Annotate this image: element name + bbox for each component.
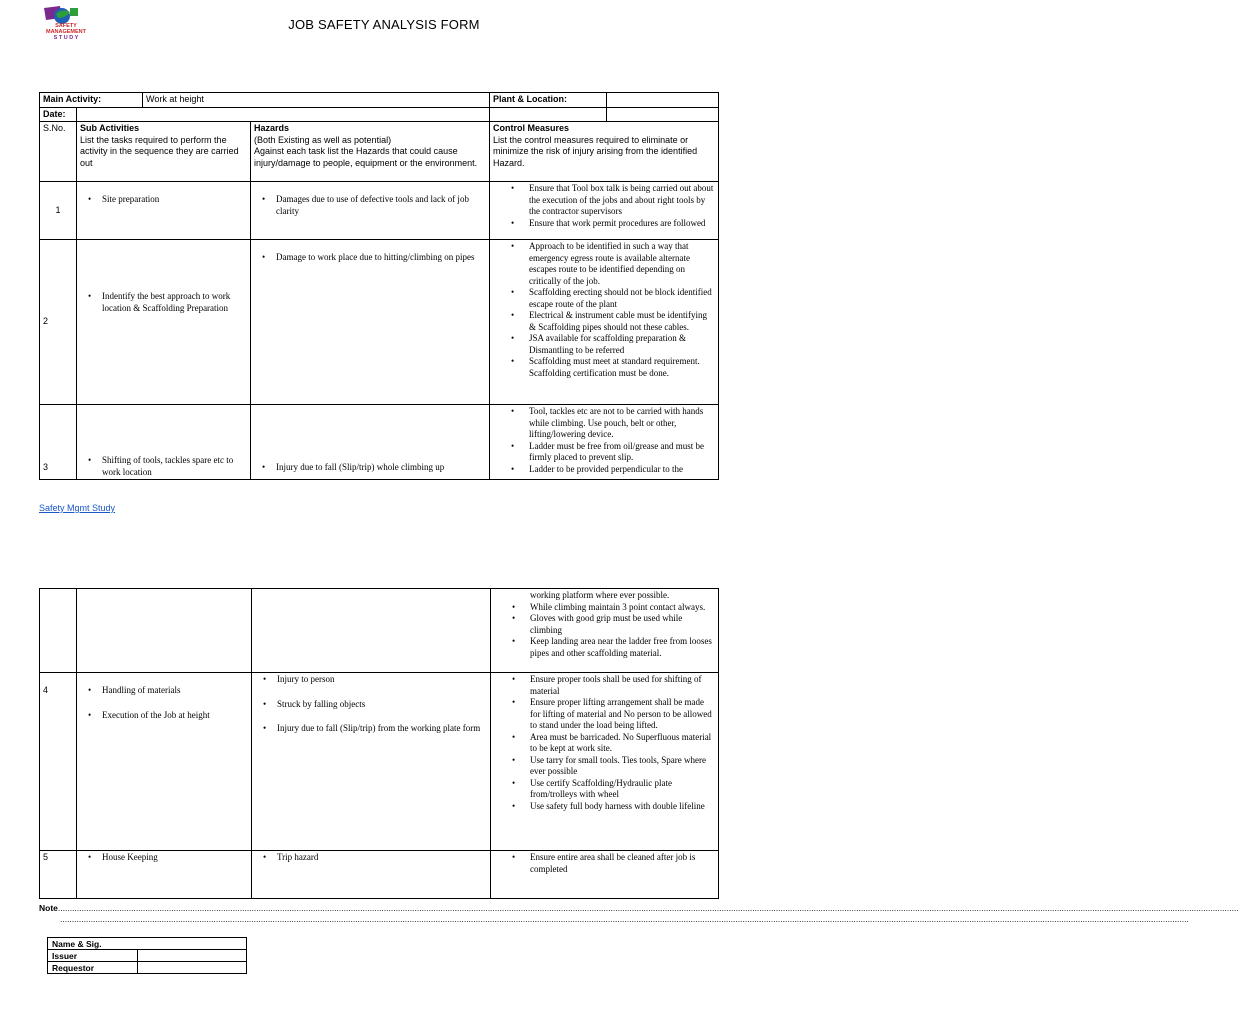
col-sub-header bbox=[77, 122, 251, 182]
row-controls-cell bbox=[490, 405, 719, 480]
row-controls-cell bbox=[491, 673, 719, 851]
plant-location-value[interactable] bbox=[607, 93, 719, 108]
table-row bbox=[40, 240, 719, 405]
col-sub-desc: List the tasks required to perform the activity in the sequence they are carried out bbox=[80, 134, 239, 168]
list-item: working platform where ever possible. bbox=[530, 590, 670, 600]
row-controls-cell bbox=[491, 851, 719, 899]
col-hazards-title: Hazards bbox=[254, 123, 290, 133]
date-value[interactable] bbox=[77, 107, 490, 122]
list-item: • Execution of the Job at height bbox=[80, 710, 248, 722]
list-item: • Injury to person bbox=[255, 674, 487, 686]
list-item: • Handling of materials bbox=[80, 685, 248, 697]
main-activity-value: Work at height bbox=[143, 93, 490, 108]
list-item: • Indentify the best approach to work location & Scaffolding Preparation bbox=[80, 291, 247, 314]
row-sub-cell bbox=[77, 240, 251, 405]
list-item: • Approach to be identified in such a way that emergency egress route is available alternate escapes route to be identified depending on critically of the job. bbox=[493, 241, 715, 287]
list-item: • Keep landing area near the ladder free from looses pipes and other scaffolding material. bbox=[494, 636, 715, 659]
jsa-table-continued bbox=[39, 588, 719, 899]
list-item: • Ladder must be free from oil/grease and must be firmly placed to prevent slip. bbox=[493, 441, 715, 464]
list-item: • Tool, tackles etc are not to be carried with hands while climbing. Use pouch, belt or other, lifting/lowering device. bbox=[493, 406, 715, 441]
name-sig-label: Name & Sig. bbox=[48, 938, 247, 950]
header-row-date bbox=[40, 107, 719, 122]
row-controls-cell bbox=[491, 589, 719, 673]
row-hazards-cell bbox=[252, 851, 491, 899]
list-item: • While climbing maintain 3 point contact always. bbox=[494, 602, 715, 614]
issuer-field[interactable] bbox=[138, 950, 247, 962]
note-line bbox=[39, 903, 1239, 913]
jsa-table bbox=[39, 92, 719, 480]
row-sub-cell bbox=[77, 851, 252, 899]
list-item: • Use tarry for small tools. Ties tools, Spare where ever possible bbox=[494, 755, 715, 778]
list-item: • Trip hazard bbox=[255, 852, 487, 864]
list-item: • Damage to work place due to hitting/climbing on pipes bbox=[254, 252, 486, 264]
list-item: • Ladder to be provided perpendicular to the bbox=[493, 464, 715, 476]
list-item: • Injury due to fall (Slip/trip) from the working plate form bbox=[255, 723, 487, 735]
list-item: • Scaffolding must meet at standard requirement. Scaffolding certification must be done. bbox=[493, 356, 715, 379]
col-hazards-desc2: Against each task list the Hazards that could cause injury/damage to people, equipment or the environment. bbox=[254, 146, 478, 168]
row-hazards-cell bbox=[251, 405, 490, 480]
issuer-label: Issuer bbox=[48, 950, 138, 962]
list-item: • JSA available for scaffolding preparation & Dismantling to be referred bbox=[493, 333, 715, 356]
header-row-activity bbox=[40, 93, 719, 108]
row-hazards-cell bbox=[252, 673, 491, 851]
row-sub-cell bbox=[77, 182, 251, 240]
list-item: • Damages due to use of defective tools and lack of job clarity bbox=[254, 194, 486, 217]
logo-text-2: MANAGEMENT bbox=[45, 29, 87, 35]
row-hazards-cell bbox=[251, 240, 490, 405]
list-item: • Ensure proper lifting arrangement shall be made for lifting of material and No person to be allowed to stand under the load being lifted. bbox=[494, 697, 715, 732]
list-item: • Struck by falling objects bbox=[255, 699, 487, 711]
list-item: • House Keeping bbox=[80, 852, 248, 864]
col-hazards-header bbox=[251, 122, 490, 182]
list-item: • Scaffolding erecting should not be block identified escape route of the plant bbox=[493, 287, 715, 310]
row-controls-cell bbox=[490, 240, 719, 405]
page-title: JOB SAFETY ANALYSIS FORM bbox=[288, 17, 480, 32]
row-hazards-cell bbox=[251, 182, 490, 240]
list-item: • Use certify Scaffolding/Hydraulic plate from/trolleys with wheel bbox=[494, 778, 715, 801]
note-dots[interactable]: .................................................................................................................................................................................................................................................................................................................................................................................................................................................................................................................... bbox=[57, 903, 1239, 913]
table-row bbox=[40, 589, 719, 673]
plant-location-label: Plant & Location: bbox=[490, 93, 607, 108]
table-row bbox=[40, 851, 719, 899]
col-sub-title: Sub Activities bbox=[80, 123, 140, 133]
row-sno: 5 bbox=[40, 851, 77, 899]
row-sub-cell bbox=[77, 673, 252, 851]
requestor-label: Requestor bbox=[48, 962, 138, 974]
col-controls-header bbox=[490, 122, 719, 182]
col-controls-desc: List the control measures required to eliminate or minimize the risk of injury arising from the identified Hazard. bbox=[493, 134, 698, 168]
row-sno: 3 bbox=[40, 405, 77, 480]
row-sub-cell bbox=[77, 405, 251, 480]
list-item: • Shifting of tools, tackles spare etc to work location bbox=[80, 455, 247, 478]
list-item: • Use safety full body harness with double lifeline bbox=[494, 801, 715, 813]
requestor-field[interactable] bbox=[138, 962, 247, 974]
row-sno: 4 bbox=[40, 673, 77, 851]
list-item: • Electrical & instrument cable must be identifying & Scaffolding pipes should not these cables. bbox=[493, 310, 715, 333]
column-header-row bbox=[40, 122, 719, 182]
col-sno-header: S.No. bbox=[40, 122, 77, 182]
list-item: • Site preparation bbox=[80, 194, 247, 206]
signature-table bbox=[47, 937, 247, 974]
table-row bbox=[40, 405, 719, 480]
logo-text-1: SAFETY bbox=[55, 23, 77, 29]
list-item: • Area must be barricaded. No Superfluous material to be kept at work site. bbox=[494, 732, 715, 755]
row-sno: 1 bbox=[40, 182, 77, 240]
footer-link[interactable]: Safety Mgmt Study bbox=[39, 503, 116, 513]
list-item: • Injury due to fall (Slip/trip) whole climbing up bbox=[254, 462, 486, 474]
list-item: • Ensure that work permit procedures are followed bbox=[493, 218, 715, 230]
list-item: • Ensure entire area shall be cleaned after job is completed bbox=[494, 852, 715, 875]
list-item: • Ensure that Tool box talk is being carried out about the execution of the jobs and about right tools by the contractor supervisors bbox=[493, 183, 715, 218]
list-item: • Gloves with good grip must be used while climbing bbox=[494, 613, 715, 636]
note-label: Note bbox=[39, 903, 58, 913]
row-controls-cell bbox=[490, 182, 719, 240]
list-item: • Ensure proper tools shall be used for shifting of material bbox=[494, 674, 715, 697]
table-row bbox=[40, 182, 719, 240]
logo-text-3: S T U D Y bbox=[53, 35, 79, 41]
date-label: Date: bbox=[40, 107, 77, 122]
table-row bbox=[40, 673, 719, 851]
row-sno: 2 bbox=[40, 240, 77, 405]
note-line-2[interactable]: .............................................................................................................................................................................................................................................................................................................................................................................................................................................................................................. bbox=[60, 914, 1189, 924]
main-activity-label: Main Activity: bbox=[40, 93, 143, 108]
col-hazards-desc1: (Both Existing as well as potential) bbox=[254, 134, 392, 145]
col-controls-title: Control Measures bbox=[493, 123, 570, 133]
